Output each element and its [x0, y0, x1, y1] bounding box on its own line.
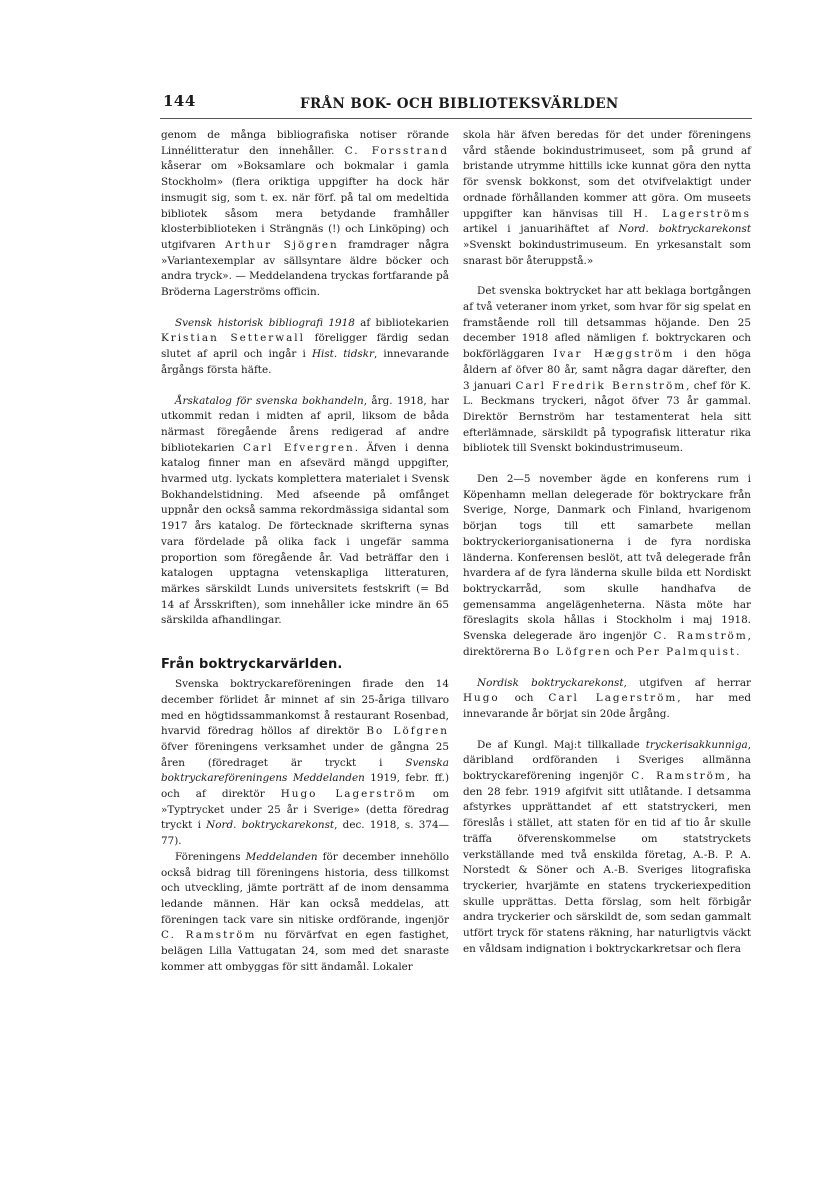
paragraph: Svenska boktryckareföreningen firade den 14 december förlidet år minnet af sin 25-åriga tillvaro med en högtidssammankomst å restaurant Rosenbad, hvarvid föredrag höllos af direktör Bo Löfgren öfver föreningens verksamhet under de gångna 25 åren (föredraget är tryckt i Svenska boktryckareföreningens Meddelanden 1919, febr. ff.) och af direktör Hugo Lagerström om »Typtrycket under 25 år i Sverige» (detta föredrag tryckt i Nord. boktryckarekonst, dec. 1918, s. 374—77). [161, 678, 450, 848]
section-heading: Från boktryckarvärlden. [161, 657, 343, 673]
paragraph: Föreningens Meddelanden för december innehöllo också bidrag till föreningens historia, dess tillkomst och utveckling, jämte porträtt af de inom densamma ledande männen. Här kan också meddelas, att föreningen tack vare sin nitiske ordförande, ingenjör C. Ramström nu förvärfvat en egen fastighet, belägen Lilla Vattugatan 24, som med det snaraste kommer att ombyggas för sitt ändamål. Lokaler [161, 850, 449, 973]
paragraph: genom de många bibliografiska notiser rörande Linnélitteratur den innehåller. C. Forsstrand kåserar om »Boksamlare och bokmalar i gamla Stockholm» (flera oriktiga uppgifter ha dock här insmugit sig, som t. ex. när förf. på tal om medeltida bibliotek såsom mera betydande framhåller klosterbiblioteken i Strängnäs (!) och Linköping) och utgifvaren Arthur Sjögren framdrager några »Variantexemplar av sällsyntare äldre böcker och andra tryck». — Meddelandena tryckas fortfarande på Bröderna Lagerströms officin. [161, 129, 449, 299]
paragraph: skola här äfven beredas för det under föreningens vård stående bokindustrimuseet, som på grund af bristande utrymme hittills icke kunnat göra den nytta för svensk bokkonst, som det otvifvelaktigt under ordnade förhållanden kommer att göra. Om museets uppgifter kan hänvisas till H. Lagerströms artikel i januarihäftet af Nord. boktryckarekonst »Svenskt bokindustrimuseum. En yrkesanstalt som snarast bör återuppstå.» [463, 129, 751, 267]
paragraph: Det svenska boktrycket har att beklaga bortgången af två veteraner inom yrket, som hvar för sig spelat en framstående roll till detsammas höjande. Den 25 december 1918 afled nämligen f. boktryckaren och bokförläggaren Ivar Hæggström i den höga åldern af öfver 80 år, samt några dagar därefter, den 3 januari Carl Fredrik Bernström, chef för K. L. Beckmans tryckeri, något öfver 73 år gammal. Direktör Bernström har testamenterat hela sitt efterlämnade, särskildt på typografisk litteratur rika bibliotek till Svenskt bokindustrimuseum. [463, 285, 751, 455]
paragraph: Årskatalog för svenska bokhandeln, årg. 1918, har utkommit redan i midten af april, liksom de båda närmast föregående årens redigerad af andre bibliotekarien Carl Efvergren. Äfven i denna katalog finner man en afsevärd mängd uppgifter, hvarmed utg. lyckats komplettera materialet i Svensk Bokhandelstidning. Med afseende på omfånget uppnår den också samma rekordmässiga sidantal som 1917 års katalog. De förtecknade skrifterna synas vara fördelade på olika fack i ungefär samma proportion som föregående år. Vad beträffar den i katalogen upptagna vetenskapliga litteraturen, märkes särskildt Lunds universitets festskrift (= Bd 14 af Årsskriften), som innehåller icke mindre än 65 särskilda afhandlingar. [161, 394, 449, 627]
running-header: FRÅN BOK- OCH BIBLIOTEKSVÄRLDEN [300, 96, 619, 112]
paragraph: Den 2—5 november ägde en konferens rum i Köpenhamn mellan delegerade för boktryckare från Sverige, Norge, Danmark och Finland, hvarigenom början togs till ett samarbete mellan boktryckeriorganisationerna i de fyra nordiska länderna. Konferensen beslöt, att två delegerade från hvardera af de fyra länderna skulle bilda ett Nordiskt boktryckarråd, som skulle handhafva de gemensamma angelägenheterna. Nästa möte har föreslagits skola hållas i Stockholm i maj 1918. Svenska delegerade äro ingenjör C. Ramström, direktörerna Bo Löfgren och Per Palmquist. [463, 473, 751, 658]
paragraph: Nordisk boktryckarekonst, utgifven af herrar Hugo och Carl Lagerström, har med innevarande år börjat sin 20de årgång. [463, 676, 752, 720]
paragraph: De af Kungl. Maj:t tillkallade tryckerisakkunniga, däribland ordföranden i Sveriges allmänna boktryckareförening ingenjör C. Ramström, ha den 28 febr. 1919 afgifvit sitt utlåtande. I detsamma afstyrkes upprättandet af ett statstryckeri, men föreslås i stället, att staten för en tid af tio år skulle träffa öfverenskommelse om statstryckets verkställande med två enskilda företag, A.-B. P. A. Norstedt & Söner och A.-B. Sveriges litografiska tryckerier, hvarjämte en statens tryckeriexpedition skulle upprättas. Detta förslag, som helt förbigår andra tryckerier och särskildt de, som sedan gammalt utfört tryck för statens räkning, har naturligtvis väckt en våldsam indignation i boktryckarkretsar och flera [463, 738, 751, 955]
right-column [463, 128, 751, 957]
left-column [161, 128, 449, 975]
paragraph: Svensk historisk bibliografi 1918 af bibliotekarien Kristian Setterwall föreligger färdig sedan slutet af april och ingår i Hist. tidskr, innevarande årgångs första häfte. [161, 316, 450, 376]
page-number: 144 [163, 92, 196, 110]
header-rule [160, 118, 752, 119]
